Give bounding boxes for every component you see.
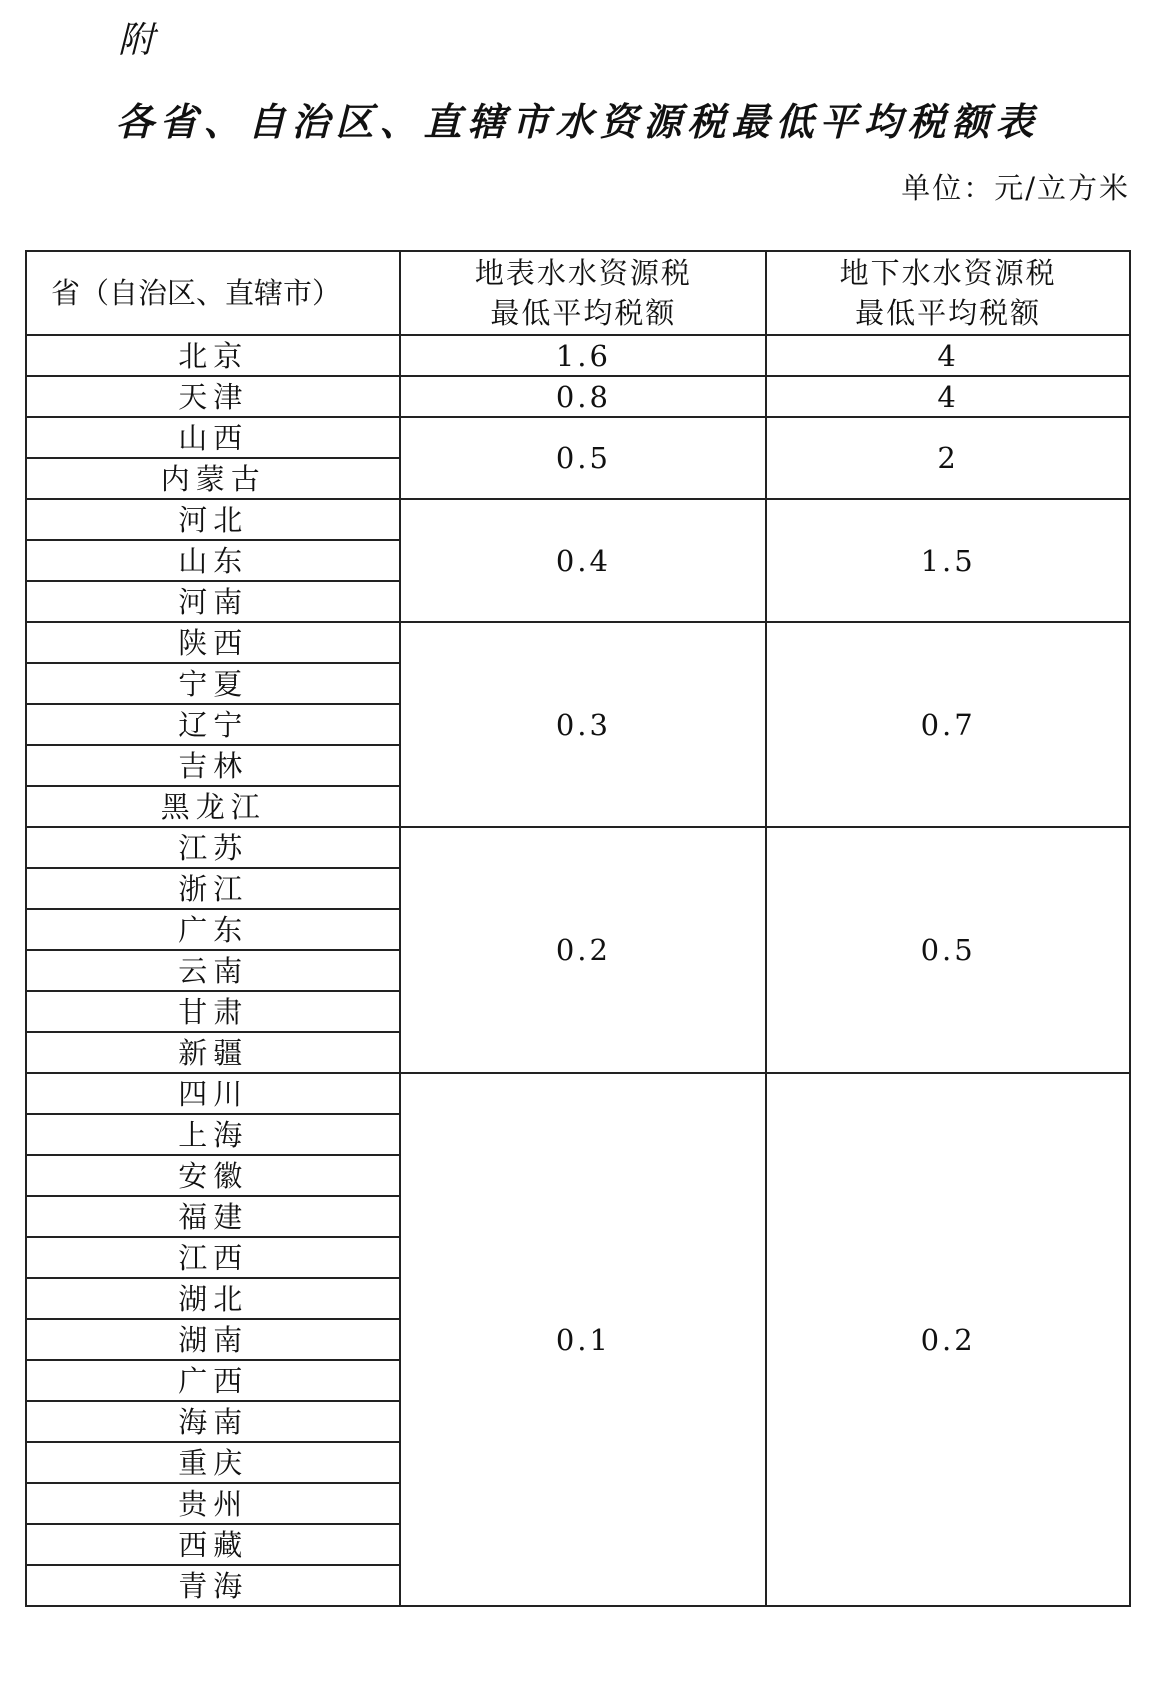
province-cell: 福建 (26, 1196, 400, 1237)
surface-rate-cell: 1.6 (400, 335, 766, 376)
header-surface-line1: 地表水水资源税 (474, 256, 692, 290)
province-cell: 上海 (26, 1114, 400, 1155)
province-cell: 西藏 (26, 1524, 400, 1565)
surface-rate-cell: 0.8 (400, 376, 766, 417)
header-surface-water (400, 251, 766, 335)
header-ground-line2: 最低平均税额 (855, 296, 1042, 330)
header-ground-water (766, 251, 1130, 335)
table-body (26, 335, 1130, 1606)
province-cell: 内蒙古 (26, 458, 400, 499)
page-title: 各省、自治区、直辖市水资源税最低平均税额表 (115, 99, 1040, 144)
province-cell: 辽宁 (26, 704, 400, 745)
table-row (26, 499, 1130, 540)
province-cell: 新疆 (26, 1032, 400, 1073)
surface-rate-cell: 0.3 (400, 622, 766, 827)
table-row (26, 417, 1130, 458)
table-row (26, 335, 1130, 376)
province-cell: 重庆 (26, 1442, 400, 1483)
ground-rate-cell: 4 (766, 376, 1130, 417)
province-cell: 江西 (26, 1237, 400, 1278)
province-cell: 广东 (26, 909, 400, 950)
province-cell: 山西 (26, 417, 400, 458)
province-cell: 宁夏 (26, 663, 400, 704)
province-cell: 陕西 (26, 622, 400, 663)
header-province: 省（自治区、直辖市） (26, 251, 400, 335)
province-cell: 天津 (26, 376, 400, 417)
province-cell: 北京 (26, 335, 400, 376)
ground-rate-cell: 0.5 (766, 827, 1130, 1073)
province-cell: 河北 (26, 499, 400, 540)
province-cell: 河南 (26, 581, 400, 622)
table-row (26, 1073, 1130, 1114)
province-cell: 湖南 (26, 1319, 400, 1360)
unit-label: 单位：元/立方米 (901, 171, 1130, 205)
province-cell: 湖北 (26, 1278, 400, 1319)
province-cell: 吉林 (26, 745, 400, 786)
ground-rate-cell: 0.2 (766, 1073, 1130, 1606)
ground-rate-cell: 1.5 (766, 499, 1130, 622)
water-tax-table (25, 250, 1131, 1607)
ground-rate-cell: 2 (766, 417, 1130, 499)
table-row (26, 622, 1130, 663)
annex-label: 附 (118, 20, 155, 61)
table-header-row (26, 251, 1130, 335)
province-cell: 甘肃 (26, 991, 400, 1032)
province-cell: 浙江 (26, 868, 400, 909)
province-cell: 广西 (26, 1360, 400, 1401)
header-surface-line2: 最低平均税额 (490, 296, 677, 330)
province-cell: 云南 (26, 950, 400, 991)
province-cell: 黑龙江 (26, 786, 400, 827)
ground-rate-cell: 4 (766, 335, 1130, 376)
ground-rate-cell: 0.7 (766, 622, 1130, 827)
surface-rate-cell: 0.4 (400, 499, 766, 622)
province-cell: 海南 (26, 1401, 400, 1442)
province-cell: 山东 (26, 540, 400, 581)
province-cell: 青海 (26, 1565, 400, 1606)
surface-rate-cell: 0.5 (400, 417, 766, 499)
header-ground-line1: 地下水水资源税 (839, 256, 1057, 290)
province-cell: 贵州 (26, 1483, 400, 1524)
surface-rate-cell: 0.1 (400, 1073, 766, 1606)
table-row (26, 827, 1130, 868)
province-cell: 安徽 (26, 1155, 400, 1196)
province-cell: 四川 (26, 1073, 400, 1114)
surface-rate-cell: 0.2 (400, 827, 766, 1073)
province-cell: 江苏 (26, 827, 400, 868)
table-row (26, 376, 1130, 417)
